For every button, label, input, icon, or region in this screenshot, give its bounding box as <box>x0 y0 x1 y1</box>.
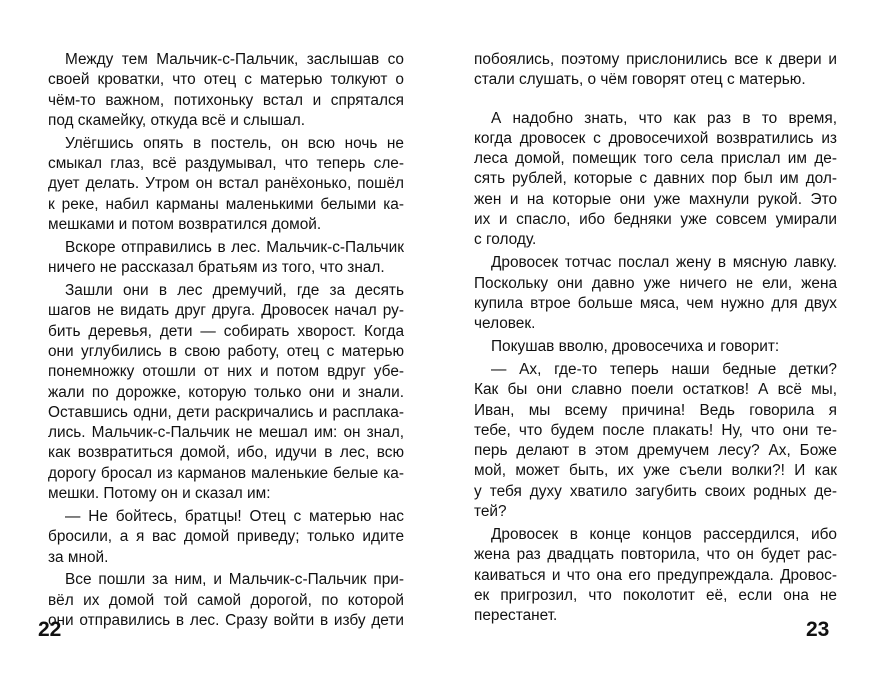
text-line: Дровосек в конце концов рассердился, ибо <box>491 525 837 543</box>
text-line: Покушав вволю, дровосечиха и говорит: <box>491 338 780 356</box>
text-line: Улёгшись опять в постель, он всю ночь не <box>65 134 404 152</box>
text-line: Как бы они славно поели остатков! А всё мы, <box>474 381 837 399</box>
text-line: Дровосек тотчас послал жену в мясную лавку. <box>491 254 837 272</box>
text-line: стали слушать, о чём говорят отец с матерью. <box>474 71 806 89</box>
text-line: к реке, набил карманы маленькими белыми ка- <box>48 195 404 213</box>
text-line: под скамейку, откуда всё и слышал. <box>48 111 305 129</box>
text-line: дует делать. Утром он встал ранёхонько, пошёл <box>48 175 404 193</box>
text-line: — Не бойтесь, братцы! Отец с матерью нас <box>65 507 404 525</box>
paragraph <box>48 238 404 279</box>
text-line: каиваться и что она его предупреждала. Дровос- <box>474 566 837 584</box>
text-line: как возвратиться домой, ибо, идучи в лес, всю <box>48 444 404 462</box>
text-line: своей кроватки, что отец с матерью толкуют о <box>48 71 404 89</box>
text-line: сять рублей, которые с давних пор был им дол- <box>474 170 837 188</box>
paragraph <box>48 281 404 504</box>
text-line: шагов не видать друг друга. Дровосек начал ру- <box>48 302 404 320</box>
text-line: мой, может быть, их уже съели волки?! И как <box>474 462 837 480</box>
right-page <box>440 0 880 676</box>
text-line: жена раз двадцать повторила, что он будет рас- <box>474 546 837 564</box>
text-line: понемножку отошли от них и потом вдруг убе- <box>48 363 404 381</box>
paragraph <box>474 360 837 522</box>
text-line: бросили, а я вас домой приведу; только идите <box>48 528 404 546</box>
text-line: с голоду. <box>474 231 537 249</box>
text-line: когда дровосек с дровосечихой возвратились из <box>474 129 837 147</box>
paragraph <box>474 253 837 334</box>
text-line: дорогу бросал из карманов маленькие белые ка- <box>48 464 404 482</box>
text-line: смыкал глаз, всё раздумывал, что теперь сле- <box>48 155 404 173</box>
text-line: леса домой, помещик того села прислал им де- <box>474 150 837 168</box>
page-number: 23 <box>806 618 830 641</box>
text-line: купила втрое больше мяса, чем нужно для двух <box>474 294 837 312</box>
text-line: Между тем Мальчик-с-Пальчик, заслышав со <box>65 51 404 68</box>
text-line: лись. Мальчик-с-Пальчик не мешал им: он знал, <box>48 424 404 442</box>
paragraph <box>48 50 404 131</box>
text-line: за мной. <box>48 548 109 566</box>
text-line: их и спасло, ибо бедняки уже совсем умирали <box>474 211 837 229</box>
paragraph <box>474 50 837 91</box>
text-line: Все пошли за ним, и Мальчик-с-Пальчик при- <box>65 571 404 589</box>
text-line: ек пригрозил, что поколотит её, если она не <box>474 586 837 604</box>
text-line: жен и на которые они уже махнули рукой. Это <box>474 190 837 208</box>
text-line: побоялись, поэтому прислонились все к двери и <box>474 51 837 68</box>
text-line: они отправились в лес. Сразу войти в избу дети <box>48 611 404 629</box>
text-line: чём-то важном, потихоньку встал и спрятался <box>48 91 404 109</box>
text-line: бить деревья, дети — собирать хворост. Когда <box>48 322 404 340</box>
text-line: Вскоре отправились в лес. Мальчик-с-Пальчик <box>65 238 404 256</box>
text-line: Зашли они в лес дремучий, где за десять <box>65 282 404 300</box>
paragraph <box>474 337 837 357</box>
text-line: — Ах, где-то теперь наши бедные детки? <box>491 360 837 378</box>
text-line: они углубились в свою работу, отец с матерью <box>48 342 404 360</box>
text-line: у тебя духу хватило загубить своих родных де- <box>474 482 837 500</box>
text-line: тебе, что будем после плакать! Ну, что они те- <box>474 421 837 439</box>
text-line: человек. <box>474 315 536 333</box>
text-line: вёл их домой той самой дорогой, по которой <box>48 591 404 609</box>
text-line: Иван, мы всему причина! Ведь говорила я <box>474 401 837 419</box>
paragraph <box>474 525 837 626</box>
text-line: тей? <box>474 503 507 521</box>
paragraph <box>474 109 837 251</box>
text-line: мешки. Потому он и сказал им: <box>48 485 271 503</box>
text-line: перестанет. <box>474 607 558 625</box>
page-number: 22 <box>38 618 62 641</box>
text-line: ничего не рассказал братьям из того, что знал. <box>48 259 385 277</box>
paragraph <box>48 570 404 631</box>
paragraph <box>48 507 404 568</box>
left-page-text <box>48 50 404 634</box>
text-line: перь делают в этом дремучем лесу? Ах, Боже <box>474 442 837 460</box>
right-page-text <box>474 50 837 629</box>
text-line: Оставшись одни, дети раскричались и расплака- <box>48 403 404 421</box>
paragraph <box>48 134 404 235</box>
text-line: мешками и потом возвратился домой. <box>48 215 322 233</box>
text-line: жали по дорожке, которую только они и знали. <box>48 383 404 401</box>
text-line: Поскольку они давно уже ничего не ели, жена <box>474 274 837 292</box>
text-line: А надобно знать, что как раз в то время, <box>491 109 837 127</box>
